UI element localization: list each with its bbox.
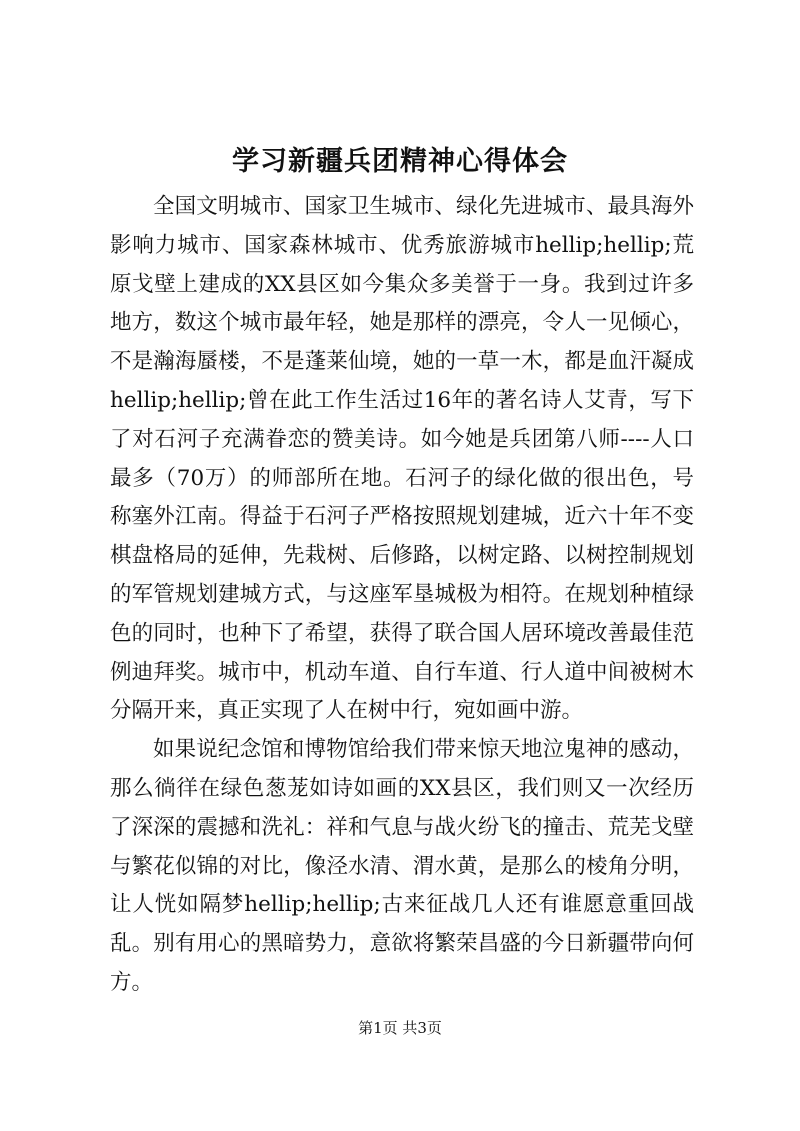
page-title: 学习新疆兵团精神心得体会 <box>232 146 568 177</box>
document-body <box>110 188 694 1003</box>
paragraph-2: 如果说纪念馆和博物馆给我们带来惊天地泣鬼神的感动，那么徜徉在绿色葱茏如诗如画的XX县区，我们则又一次经历了深深的震撼和洗礼：祥和气息与战火纷飞的撞击、荒芜戈壁与繁花似锦的对比，像泾水清、渭水黄，是那么的棱角分明，让人恍如隔梦hellip;hellip;古来征战几人还有谁愿意重回战乱。别有用心的黑暗势力，意欲将繁荣昌盛的今日新疆带向何方。 <box>110 737 694 995</box>
paragraph-1: 全国文明城市、国家卫生城市、绿化先进城市、最具海外影响力城市、国家森林城市、优秀旅游城市hellip;hellip;荒原戈壁上建成的XX县区如今集众多美誉于一身。我到过许多地方，数这个城市最年轻，她是那样的漂亮，令人一见倾心，不是瀚海蜃楼，不是蓬莱仙境，她的一草一木，都是血汗凝成hellip;hellip;曾在此工作生活过16年的著名诗人艾青，写下了对石河子充满眷恋的赞美诗。如今她是兵团第八师----人口最多（70万）的师部所在地。石河子的绿化做的很出色，号称塞外江南。得益于石河子严格按照规划建城，近六十年不变棋盘格局的延伸，先栽树、后修路，以树定路、以树控制规划的军管规划建城方式，与这座军垦城极为相符。在规划种植绿色的同时，也种下了希望，获得了联合国人居环境改善最佳范例迪拜奖。城市中，机动车道、自行车道、行人道中间被树木分隔开来，真正实现了人在树中行，宛如画中游。 <box>110 194 694 724</box>
page-number-footer: 第1页 共3页 <box>358 1019 442 1037</box>
